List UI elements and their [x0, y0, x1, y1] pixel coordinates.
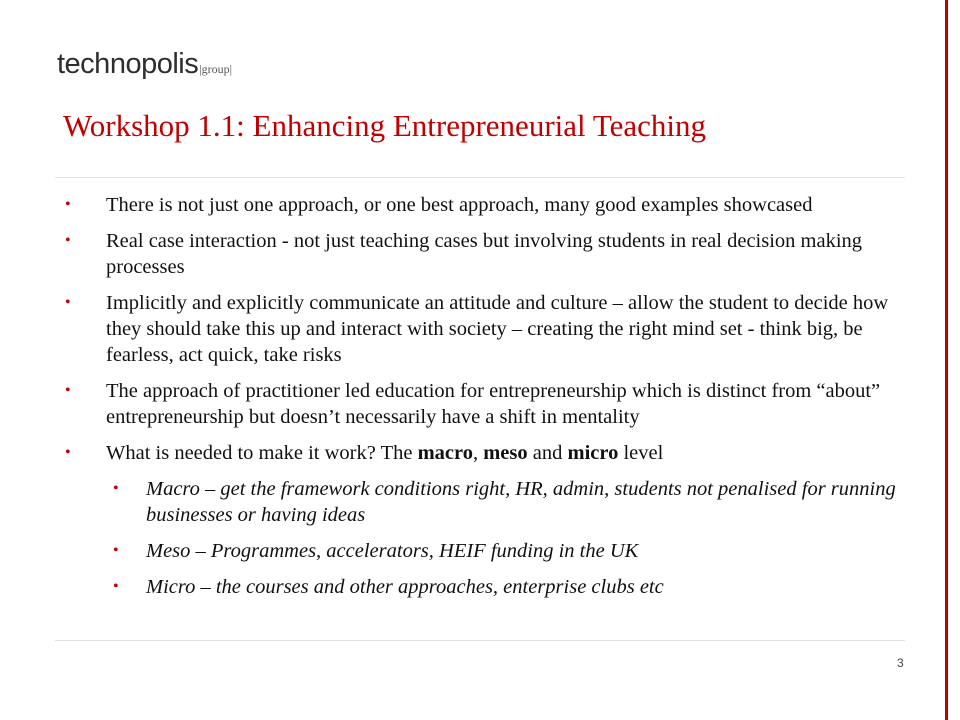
bullet-marker: • — [65, 196, 71, 213]
bullet-marker: • — [65, 232, 71, 249]
bullet-text — [106, 442, 663, 464]
bullet-item — [63, 378, 903, 430]
levels-meso: meso — [483, 442, 528, 464]
slide-title: Workshop 1.1: Enhancing Entrepreneurial Teaching — [63, 108, 706, 143]
bullet-text: There is not just one approach, or one best approach, many good examples showcased — [106, 194, 813, 216]
bullet-marker: • — [65, 444, 71, 461]
sub-bullet-item — [63, 538, 903, 564]
technopolis-logo — [57, 48, 232, 81]
bullet-marker: • — [65, 294, 71, 311]
logo-group-tag: |group| — [199, 62, 233, 76]
page-number: 3 — [897, 656, 904, 670]
bullet-marker: • — [113, 480, 119, 497]
bullet-marker: • — [65, 382, 71, 399]
levels-separator: and — [527, 442, 568, 464]
sub-bullet-text: Macro – get the framework conditions right, HR, admin, students not penalised for running businesses or having ideas — [146, 478, 896, 526]
right-edge-rule — [945, 0, 948, 720]
levels-separator: , — [472, 442, 484, 464]
logo-wordmark: technopolis — [57, 48, 199, 80]
footer-divider — [55, 640, 905, 641]
sub-bullet-text: Meso – Programmes, accelerators, HEIF funding in the UK — [146, 540, 639, 562]
levels-macro: macro — [417, 442, 473, 464]
sub-bullet-item — [63, 574, 903, 600]
bullet-text: The approach of practitioner led education for entrepreneurship which is distinct from “about” entrepreneurship but doesn’t necessarily have a shift in mentality — [106, 380, 881, 428]
bullet-text: Implicitly and explicitly communicate an attitude and culture – allow the student to decide how they should take this up and interact with society – creating the right mind set - think big, be fearless, act quick, take risks — [106, 292, 889, 366]
levels-text-lead: What is needed to make it work? The — [106, 442, 418, 464]
bullet-marker: • — [113, 542, 119, 559]
levels-text-tail: level — [618, 442, 664, 464]
bullet-text: Real case interaction - not just teaching cases but involving students in real decision making processes — [106, 230, 863, 278]
bullet-item — [63, 440, 903, 466]
levels-micro: micro — [567, 442, 619, 464]
bullet-list — [63, 192, 903, 610]
bullet-item — [63, 290, 903, 368]
title-divider — [55, 177, 905, 178]
sub-bullet-item — [63, 476, 903, 528]
sub-bullet-text: Micro – the courses and other approaches, enterprise clubs etc — [146, 576, 664, 598]
bullet-item — [63, 228, 903, 280]
bullet-marker: • — [113, 578, 119, 595]
bullet-item — [63, 192, 903, 218]
